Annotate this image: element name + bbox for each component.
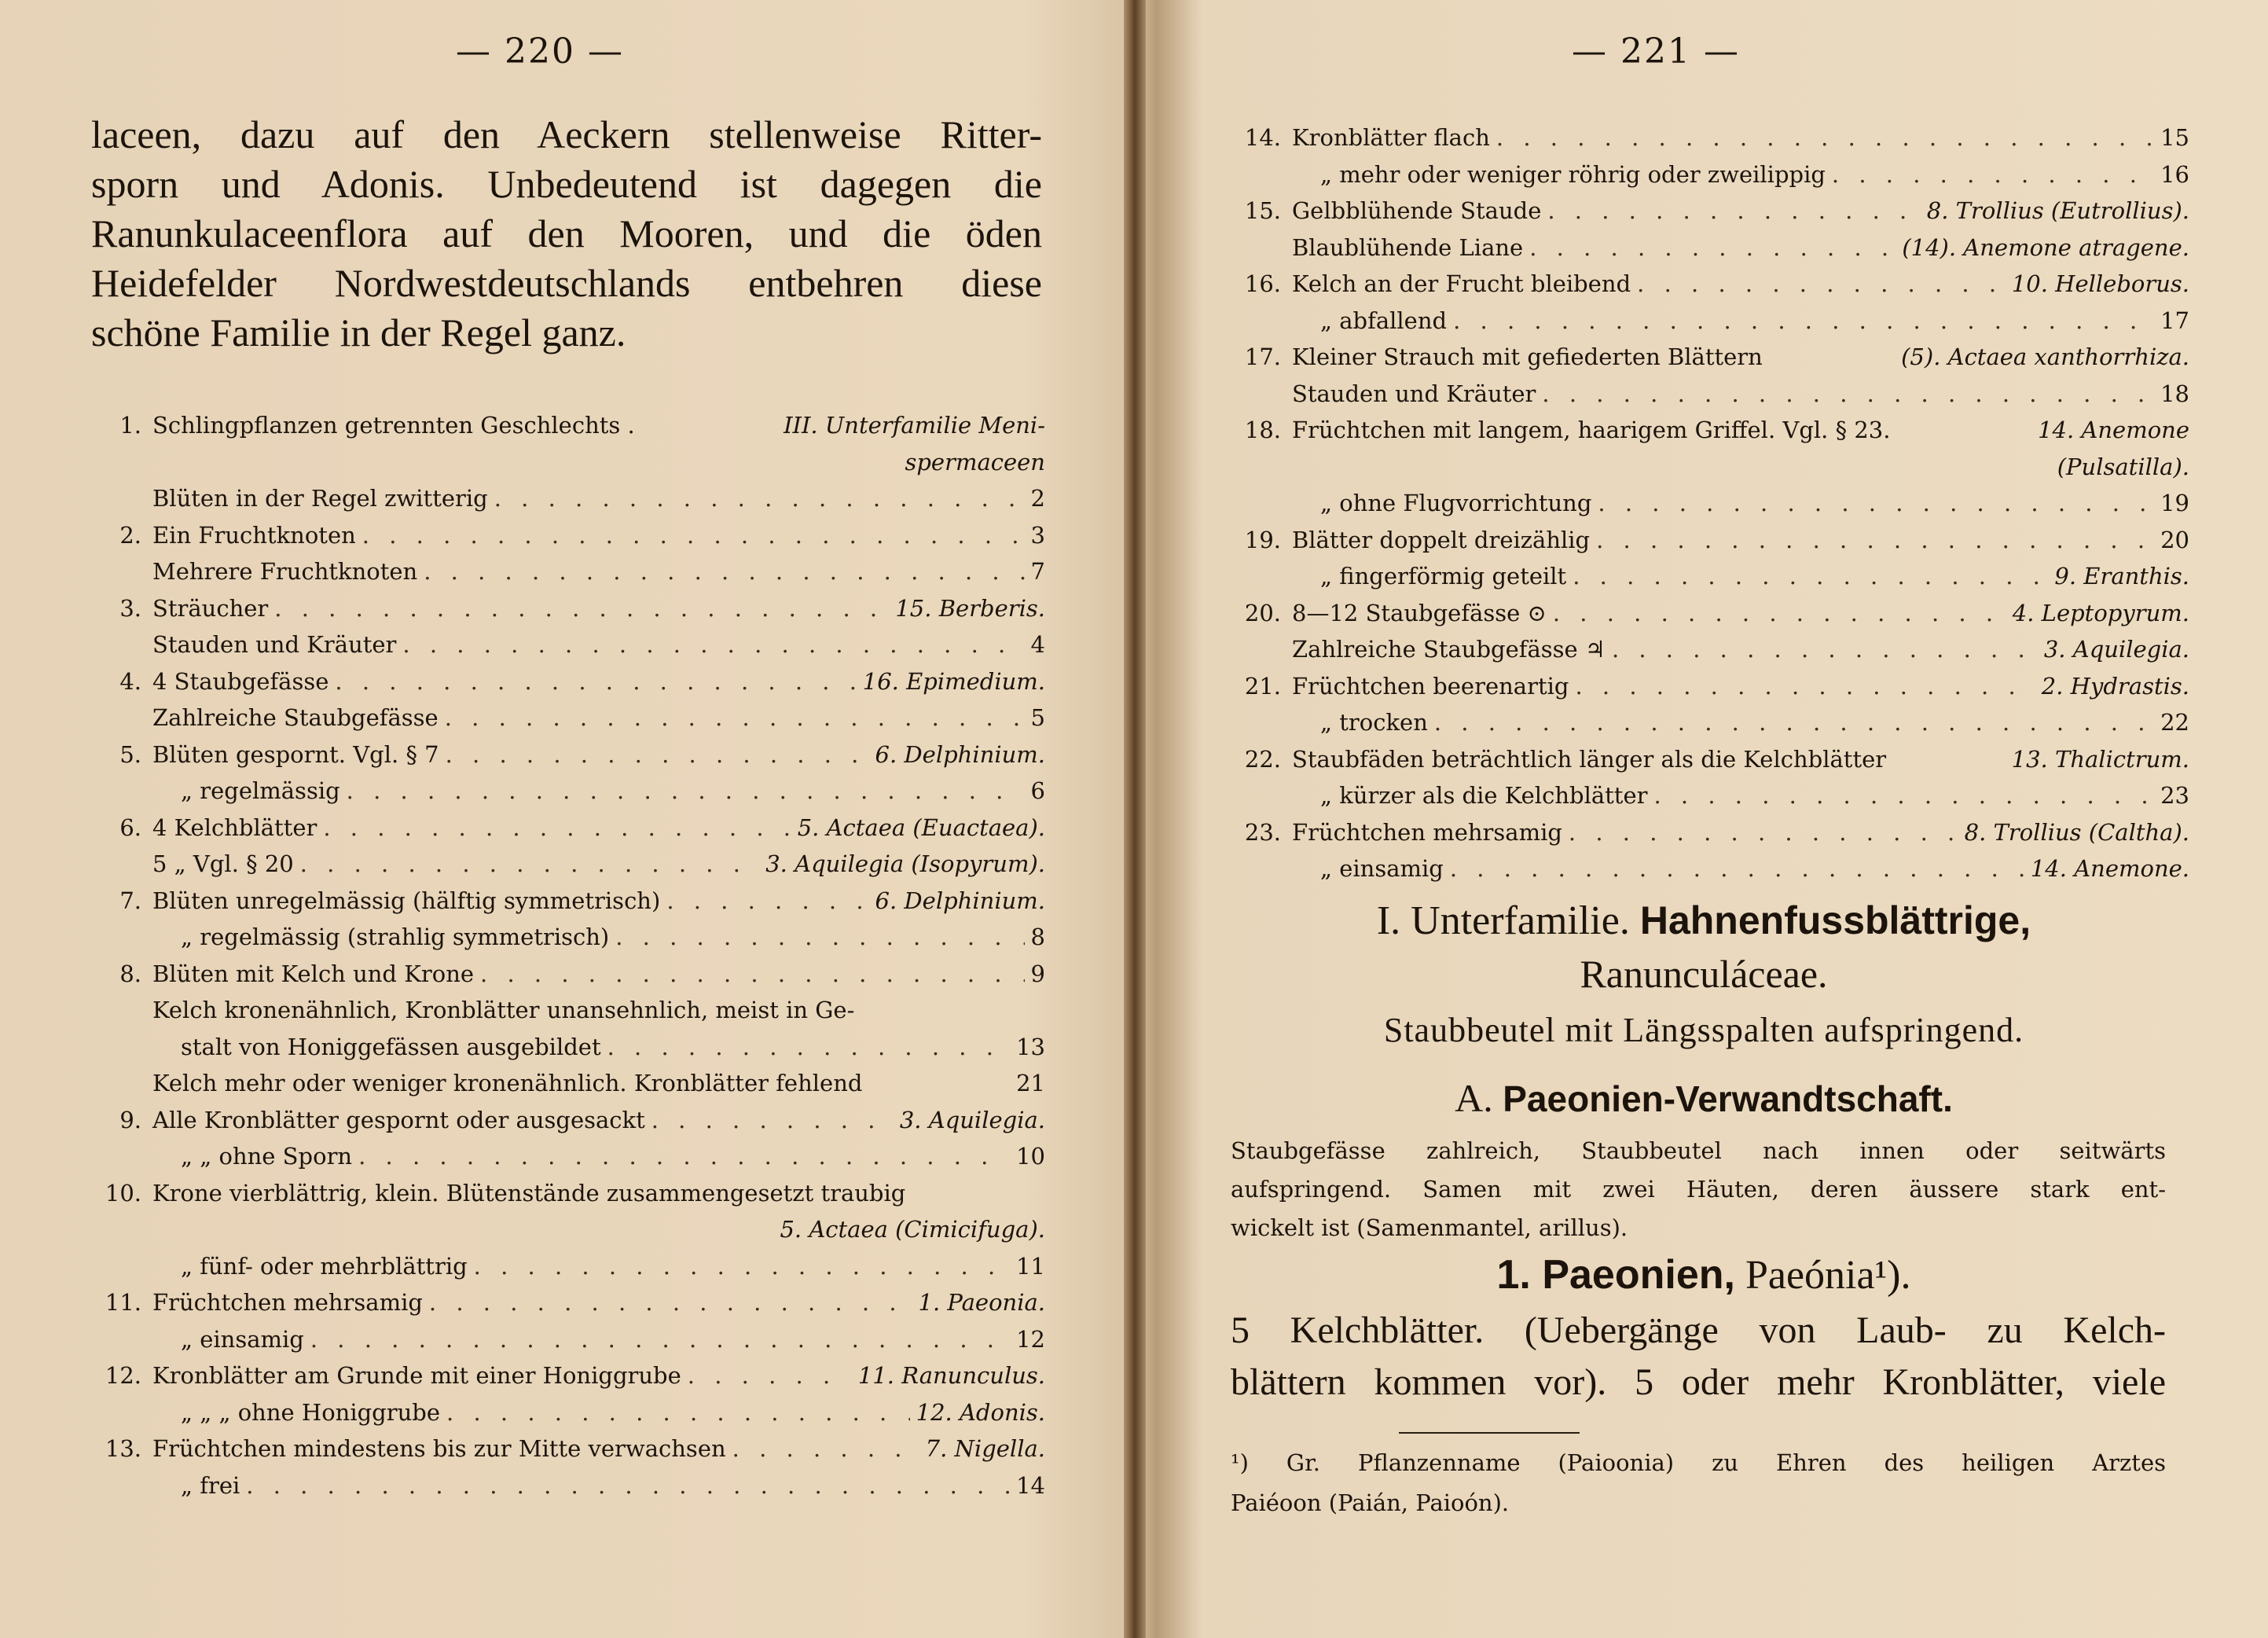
key-row: [79, 1435, 1045, 1472]
intro-paragraph: [91, 110, 1042, 358]
key-text: „ einsamig: [1320, 855, 1444, 882]
key-row: [1218, 636, 2189, 673]
key-text: Blüten mit Kelch und Krone: [152, 960, 475, 987]
key-row: [79, 449, 1045, 486]
key-result: 10. Helleborus.: [2011, 270, 2189, 297]
key-row: [79, 522, 1045, 559]
key-number: 14.: [1244, 124, 1281, 151]
key-row: [1218, 454, 2189, 490]
key-text: „ ohne Flugvorrichtung: [1320, 490, 1592, 516]
subfamily-prefix: I. Unterfamilie.: [1376, 898, 1630, 943]
key-text: Stauden und Kräuter: [152, 631, 397, 658]
key-row: [1218, 124, 2189, 161]
key-result: 4: [1030, 631, 1045, 658]
key-text: Staubfäden beträchtlich länger als die Kelchblätter: [1292, 745, 1887, 773]
footnote-line: Paiéoon (Paián, Paioón).: [1231, 1489, 1510, 1516]
key-result: 21: [1016, 1070, 1045, 1096]
key-text: „ einsamig: [181, 1325, 304, 1353]
key-row: [1218, 855, 2189, 892]
key-result: spermaceen: [905, 448, 1045, 476]
dot-leader: [429, 1289, 912, 1316]
key-text: Früchtchen mit langem, haarigem Griffel. Vgl. § 23.: [1292, 417, 1891, 443]
key-row: [79, 1107, 1045, 1144]
key-text: Kleiner Strauch mit gefiederten Blättern: [1292, 343, 1763, 370]
key-text: Zahlreiche Staubgefässe ♃: [1292, 636, 1606, 663]
key-result: 18: [2160, 380, 2189, 407]
key-result: 6. Delphinium.: [875, 740, 1045, 768]
key-result: (5). Actaea xanthorrhiza.: [1901, 343, 2189, 370]
key-text: „ regelmässig (strahlig symmetrisch): [181, 924, 610, 950]
description-line: Staubgefässe zahlreich, Staubbeutel nach innen oder seitwärts: [1231, 1137, 2166, 1164]
page-number: — 220 —: [456, 31, 624, 72]
page-left: [0, 0, 1132, 1638]
key-text: „ fingerförmig geteilt: [1320, 563, 1567, 589]
dot-leader: [1612, 636, 2038, 663]
prose-line: blättern kommen vor). 5 oder mehr Kronblätter, viele: [1231, 1361, 2166, 1403]
key-text: „ frei: [181, 1471, 240, 1499]
key-text: Krone vierblättrig, klein. Blütenstände zusammengesetzt traubig: [152, 1179, 906, 1206]
group-description: [1231, 1132, 2166, 1247]
key-result: 19: [2160, 490, 2189, 516]
key-result: 14: [1016, 1471, 1045, 1499]
key-text: Kelch mehr oder weniger kronenähnlich. Kronblätter fehlend: [152, 1070, 863, 1096]
dot-leader: [1434, 709, 2154, 736]
key-text: „ „ „ ohne Honiggrube: [181, 1398, 441, 1426]
key-result: 6. Delphinium.: [875, 887, 1045, 914]
key-result: 3. Aquilegia.: [2043, 636, 2189, 663]
key-row: [1218, 490, 2189, 527]
key-text: Sträucher: [152, 594, 269, 622]
dot-leader: [402, 631, 1024, 658]
key-row: [79, 887, 1045, 924]
key-row: [1218, 527, 2189, 564]
key-number: 23.: [1244, 818, 1281, 846]
key-result: 17: [2160, 307, 2189, 334]
key-row: [1218, 600, 2189, 637]
key-result: 1. Paeonia.: [918, 1289, 1045, 1316]
dot-leader: [300, 850, 759, 877]
key-number: 4.: [119, 667, 141, 695]
key-result: 8: [1030, 924, 1045, 950]
key-row: [79, 1070, 1045, 1107]
key-text: 5 „ Vgl. § 20: [152, 850, 294, 877]
key-row: [1218, 270, 2189, 307]
key-result: 2: [1030, 485, 1045, 512]
key-text: 4 Kelchblätter: [152, 813, 317, 841]
key-result: 5: [1030, 704, 1045, 731]
key-text: „ trocken: [1320, 709, 1428, 736]
key-row: [79, 1216, 1045, 1253]
key-result: 13: [1016, 1033, 1045, 1060]
key-number: 7.: [119, 887, 141, 914]
key-text: Kelch an der Frucht bleibend: [1292, 270, 1631, 297]
dot-leader: [323, 814, 791, 841]
key-result: 3. Aquilegia.: [899, 1106, 1045, 1133]
key-result: 7: [1030, 558, 1045, 585]
key-row: [79, 485, 1045, 522]
dot-leader: [274, 595, 889, 622]
key-number: 9.: [119, 1106, 141, 1133]
dot-leader: [1529, 234, 1896, 261]
prose-line: Ranunkulaceenflora auf den Mooren, und die öden: [91, 211, 1042, 255]
key-row: [79, 777, 1045, 814]
key-result: 9. Eranthis.: [2054, 563, 2189, 589]
dot-leader: [1598, 490, 2154, 516]
key-number: 3.: [119, 594, 141, 622]
key-result: 12. Adonis.: [916, 1398, 1045, 1426]
key-result: 8. Trollius (Eutrollius).: [1926, 197, 2189, 224]
dot-leader: [732, 1435, 919, 1462]
key-text: Zahlreiche Staubgefässe: [152, 704, 439, 731]
prose-line: Heidefelder Nordwestdeutschlands entbehren diese: [91, 261, 1042, 305]
key-text: „ abfallend: [1320, 307, 1448, 334]
key-result: 7. Nigella.: [925, 1435, 1045, 1462]
dot-leader: [347, 777, 1025, 804]
dot-leader: [688, 1362, 852, 1389]
key-row: [1218, 673, 2189, 710]
key-number: 2.: [119, 521, 141, 549]
key-row: [79, 1472, 1045, 1509]
key-number: 20.: [1244, 599, 1281, 626]
dot-leader: [1553, 600, 2006, 626]
genus-heading: [1218, 1251, 2189, 1298]
key-number: 1.: [119, 412, 141, 439]
key-row: [1218, 709, 2189, 746]
key-text: Stauden und Kräuter: [1292, 380, 1536, 407]
key-result: 4. Leptopyrum.: [2012, 599, 2189, 626]
key-number: 22.: [1244, 745, 1281, 773]
key-result: 16. Epimedium.: [862, 667, 1045, 695]
page-right: [1140, 0, 2268, 1638]
dot-leader: [1573, 563, 2048, 589]
group-heading: [1218, 1075, 2189, 1121]
prose-line: laceen, dazu auf den Aeckern stellenweise Ritter-: [91, 112, 1042, 156]
key-result: 23: [2160, 782, 2189, 809]
dot-leader: [310, 1326, 1010, 1353]
key-row: [1218, 343, 2189, 380]
key-result: 11: [1016, 1252, 1045, 1280]
dot-leader: [446, 741, 869, 768]
key-result: (Pulsatilla).: [2057, 453, 2189, 480]
key-number: 21.: [1244, 672, 1281, 700]
key-text: 8—12 Staubgefässe ⊙: [1292, 599, 1547, 626]
dot-leader: [1653, 782, 2154, 809]
key-number: 11.: [105, 1289, 141, 1316]
key-row: [79, 1326, 1045, 1363]
key-row: [79, 1143, 1045, 1180]
key-text: 4 Staubgefässe: [152, 667, 329, 695]
dot-leader: [1496, 124, 2154, 151]
subfamily-name: Hahnenfussblättrige,: [1639, 898, 2031, 942]
key-row: [79, 668, 1045, 705]
key-row: [1218, 197, 2189, 234]
key-text: Ein Fruchtknoten: [152, 521, 356, 549]
key-text: Kronblätter flach: [1292, 124, 1490, 151]
key-number: 16.: [1244, 270, 1281, 297]
key-row: [1218, 161, 2189, 198]
dot-leader: [1450, 855, 2024, 882]
dot-leader: [615, 924, 1024, 950]
footnote-line: ¹) Gr. Pflanzenname (Paioonia) zu Ehren des heiligen Arztes: [1231, 1449, 2166, 1476]
dot-leader: [494, 485, 1025, 512]
key-number: 18.: [1244, 417, 1281, 443]
key-row: [79, 960, 1045, 997]
key-result: 5. Actaea (Cimicifuga).: [780, 1216, 1045, 1243]
dot-leader: [358, 1143, 1010, 1170]
key-result: 11. Ranunculus.: [857, 1362, 1045, 1389]
key-row: [79, 1034, 1045, 1071]
key-row: [1218, 563, 2189, 600]
key-result: 9: [1030, 960, 1045, 987]
genus-latin: Paeónia¹).: [1745, 1253, 1911, 1298]
key-result: 14. Anemone.: [2030, 855, 2189, 882]
key-row: [79, 595, 1045, 632]
key-row: [1218, 307, 2189, 344]
key-number: 17.: [1244, 343, 1281, 370]
subfamily-description: Staubbeutel mit Längsspalten aufspringend.: [1383, 1011, 2024, 1049]
key-result: 16: [2160, 160, 2189, 188]
genus-name: 1. Paeonien,: [1496, 1252, 1735, 1298]
key-text: „ „ ohne Sporn: [181, 1143, 353, 1170]
footnote: [1231, 1443, 2166, 1523]
dot-leader: [1596, 527, 2154, 553]
dot-leader: [607, 1034, 1010, 1060]
key-row: [79, 631, 1045, 668]
key-text: Früchtchen mehrsamig: [152, 1289, 423, 1316]
key-row: [79, 850, 1045, 887]
key-text: stalt von Honiggefässen ausgebildet: [181, 1033, 601, 1060]
key-row: [79, 1362, 1045, 1399]
key-text: „ mehr oder weniger röhrig oder zweilippig: [1320, 160, 1826, 188]
key-number: 8.: [119, 960, 141, 987]
key-text: „ fünf- oder mehrblättrig: [181, 1252, 468, 1280]
key-number: 6.: [119, 813, 141, 841]
subfamily-heading: [1218, 898, 2189, 944]
key-row: [79, 1253, 1045, 1290]
key-row: [79, 558, 1045, 595]
dot-leader: [1569, 819, 1958, 846]
key-row: [1218, 380, 2189, 417]
group-name: Paeonien-Verwandtschaft.: [1503, 1078, 1953, 1119]
dot-leader: [335, 668, 856, 695]
page-number: — 221 —: [1572, 31, 1740, 72]
dot-leader: [1453, 307, 2154, 334]
key-number: 19.: [1244, 526, 1281, 553]
prose-line: 5 Kelchblätter. (Uebergänge von Laub- zu Kelch-: [1231, 1309, 2166, 1351]
identification-key-right: [1218, 124, 2189, 892]
dot-leader: [446, 1399, 910, 1426]
key-result: 10: [1016, 1143, 1045, 1170]
key-row: [79, 1180, 1045, 1217]
dot-leader: [1637, 270, 2006, 297]
key-result: 8. Trollius (Caltha).: [1964, 818, 2189, 846]
dot-leader: [651, 1107, 894, 1133]
key-text: Alle Kronblätter gespornt oder ausgesackt: [152, 1106, 645, 1133]
key-result: 22: [2160, 709, 2189, 736]
dot-leader: [1575, 673, 2035, 700]
key-result: 6: [1030, 777, 1045, 804]
key-text: Blüten gespornt. Vgl. § 7: [152, 740, 439, 768]
key-result: III. Unterfamilie Meni-: [784, 412, 1045, 439]
key-number: 13.: [105, 1435, 141, 1462]
key-row: [1218, 819, 2189, 856]
key-row: [1218, 417, 2189, 454]
group-prefix: A.: [1455, 1076, 1493, 1120]
key-result: 3. Aquilegia (Isopyrum).: [765, 850, 1045, 877]
dot-leader: [1832, 161, 2154, 188]
key-text: Blüten in der Regel zwitterig: [152, 485, 488, 512]
key-row: [79, 997, 1045, 1034]
key-result: 15: [2160, 124, 2189, 151]
key-text: Kelch kronenähnlich, Kronblätter unansehnlich, meist in Ge-: [152, 997, 855, 1023]
key-text: „ regelmässig: [181, 777, 340, 804]
key-row: [1218, 782, 2189, 819]
description-line: wickelt ist (Samenmantel, arillus).: [1231, 1214, 1628, 1241]
key-text: Früchtchen mehrsamig: [1292, 818, 1562, 846]
genus-description: [1231, 1305, 2166, 1408]
key-result: 12: [1016, 1325, 1045, 1353]
key-row: [79, 704, 1045, 741]
key-number: 10.: [105, 1179, 141, 1206]
dot-leader: [424, 558, 1024, 585]
key-result: 3: [1030, 521, 1045, 549]
key-text: Gelbblühende Staude: [1292, 197, 1542, 224]
key-row: [79, 814, 1045, 851]
key-result: 13. Thalictrum.: [2011, 745, 2189, 773]
prose-line: schöne Familie in der Regel ganz.: [91, 310, 626, 354]
footnote-rule: [1399, 1432, 1580, 1434]
key-row: [79, 1399, 1045, 1436]
key-row: [79, 412, 1045, 449]
dot-leader: [666, 887, 868, 914]
dot-leader: [480, 960, 1025, 987]
key-row: [1218, 746, 2189, 783]
key-row: [1218, 234, 2189, 271]
key-text: Schlingpflanzen getrennten Geschlechts .: [152, 412, 635, 439]
key-text: Blaublühende Liane: [1292, 233, 1524, 261]
key-text: Mehrere Fruchtknoten: [152, 558, 418, 585]
description-line: aufspringend. Samen mit zwei Häuten, deren äussere stark ent-: [1231, 1176, 2166, 1203]
key-text: Blätter doppelt dreizählig: [1292, 526, 1591, 553]
key-row: [79, 1289, 1045, 1326]
key-result: (14). Anemone atragene.: [1902, 233, 2189, 261]
key-result: 14. Anemone: [2038, 417, 2189, 443]
subfamily-latin: Ranunculáceae.: [1580, 952, 1828, 996]
key-number: 5.: [119, 740, 141, 768]
key-text: Früchtchen beerenartig: [1292, 672, 1569, 700]
key-text: Früchtchen mindestens bis zur Mitte verwachsen: [152, 1435, 726, 1462]
dot-leader: [246, 1472, 1010, 1499]
dot-leader: [362, 522, 1025, 549]
dot-leader: [1547, 197, 1920, 224]
identification-key-left: [79, 412, 1045, 1508]
dot-leader: [445, 704, 1025, 731]
key-result: 2. Hydrastis.: [2041, 672, 2189, 700]
key-row: [79, 924, 1045, 960]
prose-line: sporn und Adonis. Unbedeutend ist dagegen die: [91, 162, 1042, 206]
key-result: 15. Berberis.: [895, 594, 1045, 622]
key-text: „ kürzer als die Kelchblätter: [1320, 782, 1648, 809]
dot-leader: [1542, 380, 2154, 407]
key-result: 5. Actaea (Euactaea).: [797, 813, 1045, 841]
key-number: 15.: [1244, 197, 1281, 224]
key-text: Blüten unregelmässig (hälftig symmetrisch): [152, 887, 661, 914]
key-result: 20: [2160, 526, 2189, 553]
dot-leader: [474, 1253, 1010, 1280]
key-number: 12.: [105, 1362, 141, 1389]
key-text: Kronblätter am Grunde mit einer Honiggrube: [152, 1362, 681, 1389]
key-row: [79, 741, 1045, 778]
